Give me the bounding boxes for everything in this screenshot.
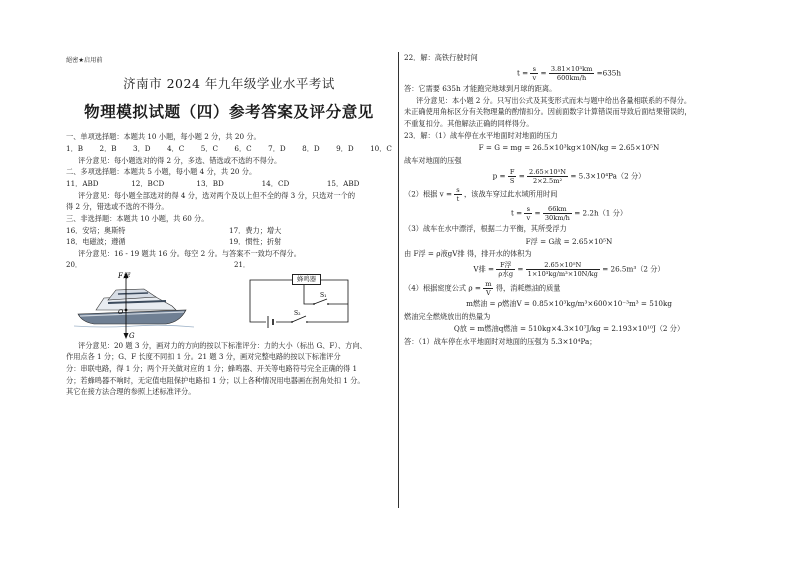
- q23-eq-time: [404, 205, 734, 222]
- answers-16-17: [66, 225, 392, 237]
- q23-eq2-lhs: p =: [492, 171, 508, 181]
- answer-19: 19．惯性；折射: [229, 237, 282, 247]
- section-2-scoring-note-1: 评分意见：每小题全部选对的得 4 分，选对两个及以上但不全的得 3 分，只选对一个的: [78, 190, 356, 200]
- q23-l5-post: 得，消耗燃油的质量: [495, 283, 561, 293]
- q22-heading: 22．解：高铁行驶时间: [404, 53, 478, 62]
- section-2-scoring-note-2: 得 2 分，错选或不选的不得分。: [66, 202, 169, 212]
- q22-equation: [404, 65, 734, 82]
- q23-l5-fd: V: [485, 288, 491, 297]
- q23-l2-fd: t: [456, 195, 460, 204]
- q23-eq-buoyancy: F浮 = G战 = 2.65×10⁵N: [525, 236, 613, 246]
- q23-l2-frac: [454, 186, 461, 203]
- label-s2: S₂: [294, 309, 301, 317]
- q23-eq2-f1d: S: [509, 176, 515, 185]
- q23-eq5-f1d: ρ水g: [498, 270, 514, 279]
- scoring-note-16-19: 评分意见：16 - 19 题共 16 分。每空 2 分。与答案不一致均不得分。: [78, 248, 301, 258]
- exam-title: 济南市 2024 年九年级学业水平考试: [123, 76, 335, 92]
- ship-upper-windows: [118, 293, 148, 294]
- section-2-answers: [66, 178, 392, 190]
- answer-6: 6．C: [234, 144, 252, 154]
- q23-eq3-res: = 2.2h（1 分）: [574, 208, 628, 218]
- q22-note-2: 未正确使用角标区分有关物理量的酌情扣分。因前面数字计算错误而导致后面结果错误的，: [404, 107, 692, 117]
- q23-l5-frac: [483, 280, 493, 297]
- section-1-heading: 一、单项选择题：本题共 10 小题，每小题 2 分，共 20 分。: [66, 132, 261, 142]
- q23-eq2-frac2: [527, 168, 568, 185]
- q23-answer: 答：（1）战车停在水平地面时对地面的压强为 5.3×10⁴Pa；: [404, 337, 597, 346]
- ship-force-diagram: [74, 270, 194, 340]
- q23-eq3-f2n: 66km: [543, 205, 572, 214]
- scoring-note-20-21-line-5: 其它在接方法合理的参照上述标准评分。: [66, 387, 196, 397]
- answer-14: 14．CD: [261, 179, 290, 189]
- scoring-note-20-21-line-1: 评分意见：20 题 3 分，画对力的方向的按以下标准评分：力的大小（标出 G、F）、方向、: [78, 340, 367, 350]
- q23-volume-line: 由 F浮 = ρ液gV排 得，排开水的体积为: [404, 249, 532, 259]
- label-s1: S₁: [320, 291, 327, 299]
- q23-eq-force: F = G = mg = 26.5×10³kg×10N/kg = 2.65×10⁵N: [478, 143, 660, 153]
- answer-5: 5．C: [200, 144, 218, 154]
- answer-1: 1．B: [66, 144, 84, 154]
- right-column: [404, 52, 734, 348]
- q23-eq-heat: Q放 = m燃油q燃油 = 510kg×4.3×10⁷J/kg = 2.193×10¹⁰J（2 分）: [453, 324, 685, 334]
- q23-eq3-frac2: [543, 205, 572, 222]
- answer-3: 3．D: [133, 144, 151, 154]
- q22-answer: 答：它需要 635h 才能跑完地球到月球的距离。: [404, 84, 557, 94]
- center-point: [125, 308, 128, 311]
- q22-note-1: 评分意见：本小题 2 分。只写出公式及其变形式而未与题中给出各量相联系的不得分。: [416, 95, 692, 105]
- q23-eq3-lhs: t =: [510, 208, 525, 218]
- buzzer-label: 蜂鸣器: [292, 274, 321, 286]
- label-f-buoyancy: F浮: [118, 271, 130, 280]
- answer-11: 11．ABD: [66, 179, 99, 189]
- q23-l5-fn: m: [485, 279, 492, 288]
- scoring-note-20-21-line-4: 分；若蜂鸣器不响时，无定值电阻保护电路扣 1 分；以上各种情况用电器画在拐角处扣 1 分。: [66, 375, 365, 385]
- answer-4: 4．C: [166, 144, 185, 154]
- q23-eq5-f1n: F浮: [496, 261, 515, 270]
- scoring-note-20-21-line-3: 分：串联电路，得 1 分；两个开关做对应的 1 分；蜂鸣器、开关等电路符号完全正确的得 1: [66, 363, 358, 373]
- answers-18-19: [66, 236, 392, 248]
- q23-eq5-frac2: [526, 261, 600, 278]
- q22-frac2-num: 3.81×10³km: [550, 64, 593, 73]
- answer-10: 10．C: [370, 144, 392, 154]
- q23-l5-pre: （4）根据密度公式 ρ =: [404, 283, 484, 293]
- section-3-heading: 三、非选择题：本题共 10 小题，共 60 分。: [66, 214, 209, 223]
- answer-7: 7．D: [268, 144, 286, 154]
- answer-9: 9．D: [336, 144, 354, 154]
- answer-12: 12．BCD: [131, 179, 165, 189]
- q23-eq2-f2d: 2×2.5m²: [532, 176, 563, 185]
- q23-l2-post: ，该战车穿过此水域所用时间: [463, 189, 558, 199]
- q23-eq-volume: [404, 261, 734, 278]
- q22-note-3: 不重复扣分。其他解法正确的同样得分。: [404, 119, 534, 129]
- water-line: [74, 325, 194, 327]
- q22-frac-values: [549, 65, 595, 82]
- q23-eq2-f2n: 2.65×10⁵N: [529, 167, 567, 176]
- q23-eq3-f1n: s: [524, 205, 532, 214]
- label-center-o: O: [118, 307, 124, 316]
- q23-pressure-line: 战车对地面的压强: [404, 156, 462, 166]
- q23-part3-line: （3）战车在水中漂浮，根据二力平衡，其所受浮力: [404, 224, 567, 234]
- answer-2: 2．B: [99, 144, 117, 154]
- q22-eq-lhs: t =: [517, 68, 531, 78]
- q22-frac1-den: v: [532, 73, 537, 82]
- q23-eq5-res: = 26.5m³（2 分）: [602, 264, 665, 274]
- column-divider: [398, 52, 399, 508]
- q23-part4-line: [404, 280, 734, 297]
- figures-20-21: [66, 260, 392, 340]
- q23-eq5-f2d: 1×10³kg/m³×10N/kg: [527, 270, 598, 279]
- q23-eq-pressure: [404, 168, 734, 185]
- label-gravity: G: [129, 331, 135, 340]
- q23-part2-line: [404, 186, 734, 203]
- q23-eq5-eq: =: [517, 264, 526, 274]
- q23-eq3-eq: =: [534, 208, 543, 218]
- q22-eq-result: =635h: [596, 68, 621, 78]
- q23-eq3-f1d: v: [526, 213, 531, 222]
- answer-13: 13．BD: [196, 179, 224, 189]
- answer-15: 15．ABD: [326, 179, 360, 189]
- q23-eq2-eq: =: [518, 171, 528, 181]
- section-2-heading: 二、多项选择题：本题共 5 小题，每小题 4 分，共 20 分。: [66, 167, 257, 177]
- q23-eq5-lhs: V排 =: [473, 264, 497, 274]
- q23-heat-line: 燃油完全燃烧放出的热量为: [404, 311, 491, 321]
- gravity-arrowhead: [124, 333, 129, 339]
- q22-eq-mid: =: [540, 68, 549, 78]
- q23-l2-pre: （2）根据 v =: [404, 189, 455, 199]
- q23-eq2-frac1: [508, 168, 517, 185]
- scoring-note-20-21-line-2: 作用点各 1 分；G、F 长度不同扣 1 分。21 题 3 分，画对完整电路的按以下标准评分: [66, 352, 341, 362]
- section-1-answers: [66, 143, 392, 155]
- q23-eq2-f1n: F: [509, 167, 515, 176]
- figure-21-number: 21．: [234, 260, 250, 269]
- q23-heading: 23．解：（1）战车停在水平地面时对地面的压力: [404, 130, 558, 140]
- q23-eq5-frac1: [496, 261, 515, 278]
- left-column: [66, 52, 392, 398]
- answer-16: 16．安培；奥斯特: [66, 225, 126, 235]
- answer-17: 17．费力；增大: [229, 225, 282, 235]
- q23-eq3-f2d: 30km/h: [544, 213, 570, 222]
- q23-eq5-f2n: 2.65×10⁵N: [526, 261, 600, 270]
- q23-eq3-frac1: [524, 205, 532, 222]
- figure-20-number: 20．: [66, 260, 82, 269]
- document-title: 物理模拟试题（四）参考答案及评分意见: [84, 103, 374, 122]
- section-1-scoring-note: 评分意见：每小题选对的得 2 分，多选、错选或不选的不得分。: [78, 155, 282, 165]
- q22-frac2-den: 600km/h: [556, 73, 587, 82]
- secret-mark: 絕密★启用前: [66, 57, 103, 64]
- q23-eq-fuel-mass: m燃油 = ρ燃油V = 0.85×10³kg/m³×600×10⁻³m³ = 510kg: [466, 299, 672, 309]
- answer-18: 18．电磁波；遵循: [66, 237, 126, 247]
- q22-frac-s-over-v: [530, 65, 538, 82]
- q23-eq2-res: = 5.3×10⁴Pa（2 分）: [570, 171, 646, 181]
- q22-frac1-num: s: [530, 65, 538, 74]
- q23-l2-fn: s: [456, 186, 460, 195]
- answer-8: 8．D: [302, 144, 320, 154]
